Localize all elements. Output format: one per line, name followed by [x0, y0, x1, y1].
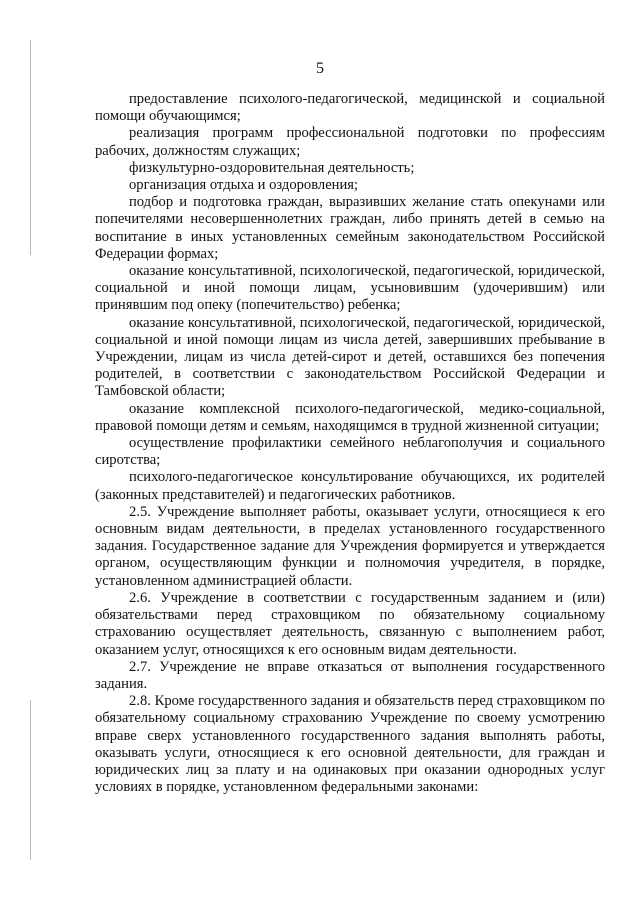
document-body — [95, 91, 605, 796]
paragraph: 2.7. Учреждение не вправе отказаться от выполнения государственного задания. — [95, 658, 605, 692]
paragraph: психолого-педагогическое консультирование обучающихся, их родителей (законных представителей) и педагогических работников. — [95, 469, 605, 503]
paragraph: оказание консультативной, психологической, педагогической, юридической, социальной и иной помощи лицам, усыновившим (удочерившим) или принявшим под опеку (попечительство) ребенка; — [95, 263, 605, 314]
scan-edge-line-bottom — [30, 700, 31, 860]
paragraph: предоставление психолого-педагогической, медицинской и социальной помощи обучающимся; — [95, 91, 605, 125]
page-number: 5 — [316, 60, 324, 77]
paragraph: оказание консультативной, психологической, педагогической, юридической, социальной и иной помощи лицам из числа детей, завершивших пребывание в Учреждении, лицам из числа детей-сирот и детей, оставшихся без попечения родителей, в соответствии с законодательством Российской Федерации и Тамбовской области; — [95, 314, 605, 400]
paragraph: 2.5. Учреждение выполняет работы, оказывает услуги, относящиеся к его основным видам деятельности, в пределах установленного государственного задания. Государственное задание для Учреждения формируется и утверждается органом, осуществляющим функции и полномочия учредителя, в порядке, установленном администрацией области. — [95, 503, 605, 589]
paragraph: организация отдыха и оздоровления; — [129, 177, 359, 194]
paragraph: реализация программ профессиональной подготовки по профессиям рабочих, должностям служащих; — [95, 125, 605, 159]
paragraph: осуществление профилактики семейного неблагополучия и социального сиротства; — [95, 435, 605, 469]
paragraph: подбор и подготовка граждан, выразивших желание стать опекунами или попечителями несовершеннолетних граждан, либо принять детей в семью на воспитание в иных установленных семейным законодательством Российской Федерации формах; — [95, 194, 605, 262]
paragraph: 2.6. Учреждение в соответствии с государственным заданием и (или) обязательствами перед страховщиком по обязательному социальному страхованию осуществляет деятельность, связанную с выполнением работ, оказанием услуг, относящихся к его основным видам деятельности. — [95, 589, 605, 658]
paragraph: 2.8. Кроме государственного задания и обязательств перед страховщиком по обязательному социальному страхованию Учреждение по своему усмотрению вправе сверх установленного государственного задания выполнять работы, оказывать услуги, относящиеся к его основной деятельности, для граждан и юридических лиц за плату и на одинаковых при оказании однородных услуг условиях в порядке, установленном федеральными законами: — [95, 693, 605, 796]
paragraph: оказание комплексной психолого-педагогической, медико-социальной, правовой помощи детям и семьям, находящимся в трудной жизненной ситуации; — [95, 400, 605, 434]
paragraph: физкультурно-оздоровительная деятельность; — [129, 159, 415, 176]
